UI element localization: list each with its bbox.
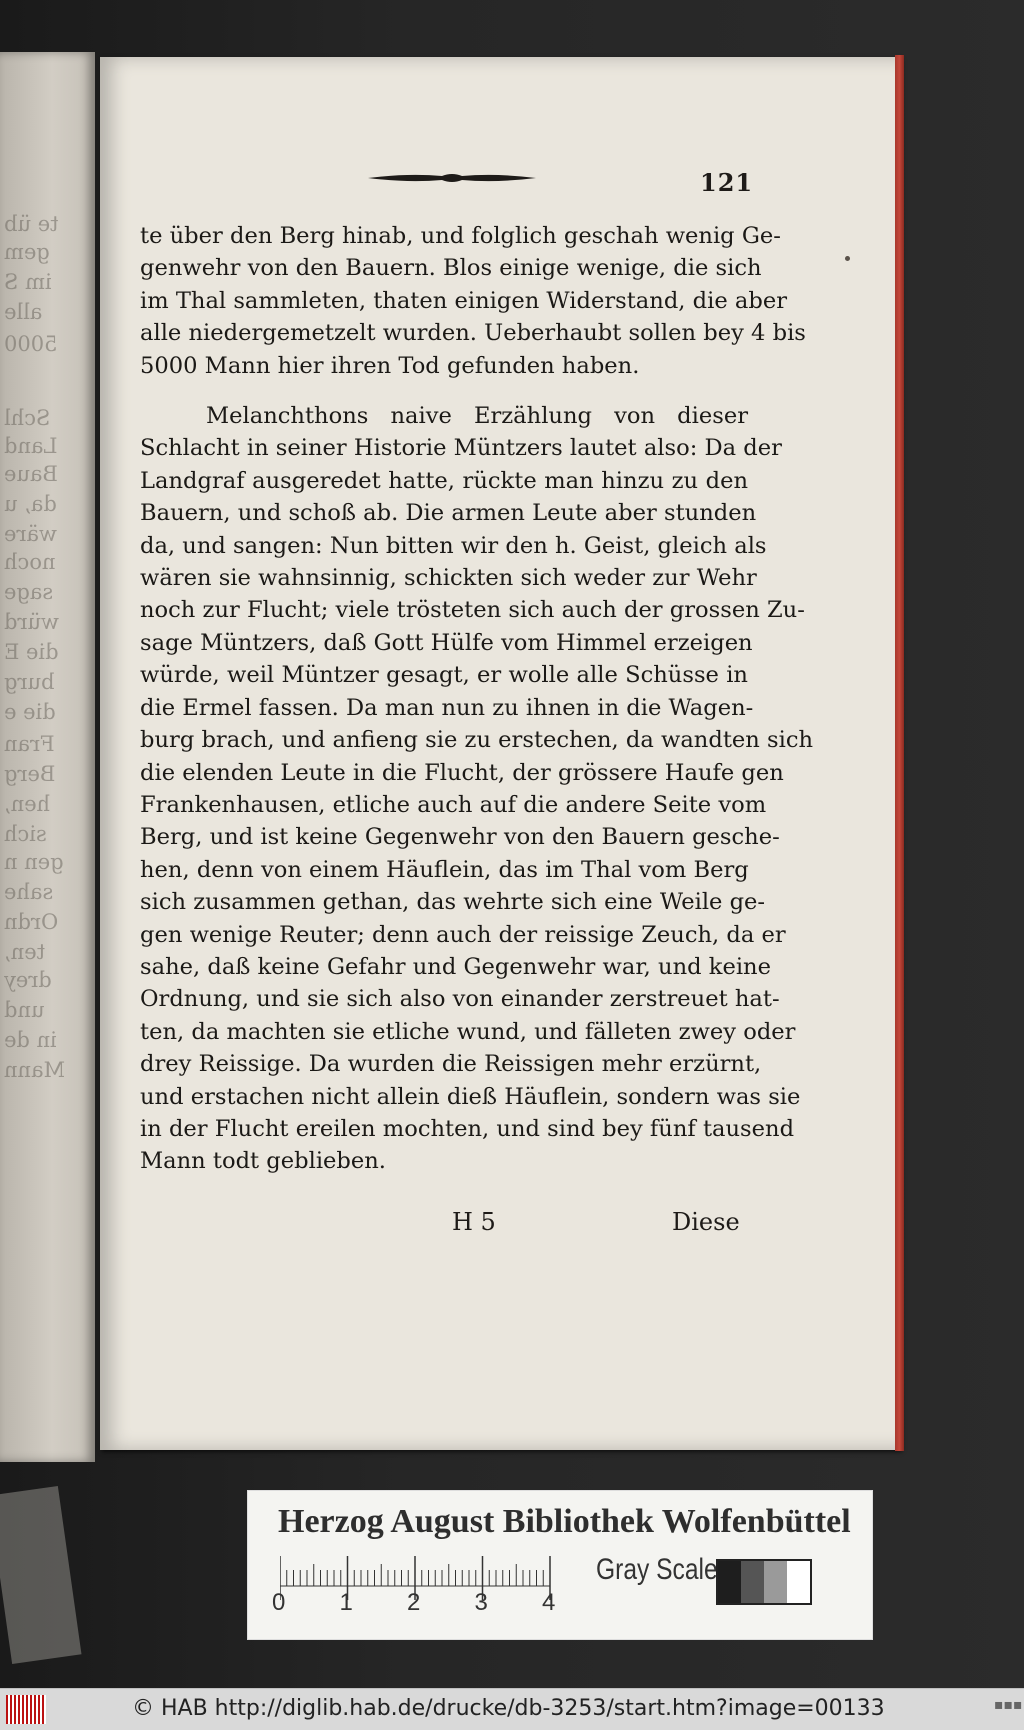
paragraph (140, 400, 814, 1178)
text-line: alle niedergemetzelt wurden. Ueberhaubt sollen bey 4 bis (140, 320, 806, 347)
ruler-number: 4 (542, 1589, 556, 1616)
text-line: Ordnung, und sie sich also von einander zerstreuet hat- (140, 986, 780, 1013)
text-line: im Thal sammleten, thaten einigen Widerstand, die aber (140, 287, 787, 314)
gray-swatch (764, 1561, 787, 1603)
bleed-through-word: im S (4, 270, 52, 294)
bleed-through-word: ten, (4, 940, 46, 964)
bleed-through-word: alle (4, 300, 43, 324)
text-line: Frankenhausen, etliche auch auf die andere Seite vom (140, 791, 767, 818)
bleed-through-word: die E (4, 640, 59, 664)
bleed-through-word: würd (4, 610, 59, 634)
bleed-through-word: sahe (4, 880, 54, 904)
bleed-through-word: die e (4, 700, 56, 724)
bleed-through-word: gen n (4, 850, 64, 874)
ruler-number: 3 (474, 1589, 488, 1616)
text-line: die elenden Leute in die Flucht, der grössere Haufe gen (140, 759, 784, 786)
signature-mark: H 5 (452, 1208, 496, 1236)
bleed-through-word: 5000 (4, 332, 58, 356)
source-footer (0, 1688, 1024, 1730)
text-line: hen, denn von einem Häuflein, das im Thal vom Berg (140, 856, 749, 883)
bleed-through-word: drey (4, 968, 52, 992)
text-line: genwehr von den Bauern. Blos einige wenige, die sich (140, 255, 762, 282)
text-line: Schlacht in seiner Historie Müntzers lautet also: Da der (140, 435, 782, 462)
text-line: und erstachen nicht allein dieß Häuflein, sondern was sie (140, 1083, 801, 1110)
text-line: in der Flucht ereilen mochten, und sind bey fünf tausend (140, 1115, 795, 1142)
gray-swatch (787, 1561, 810, 1603)
gray-swatch (741, 1561, 764, 1603)
text-line: ten, da machten sie etliche wund, und fälleten zwey oder (140, 1018, 796, 1045)
gray-scale-swatches (716, 1559, 812, 1605)
header-ornament (368, 172, 536, 184)
bleed-through-word: Berg (4, 762, 56, 786)
text-line: sahe, daß keine Gefahr und Gegenwehr war, und keine (140, 953, 771, 980)
bleed-through-word: gem (4, 240, 50, 264)
ruler-number: 1 (339, 1589, 353, 1616)
binding-slip (0, 1486, 81, 1664)
bleed-through-word: te üb (4, 212, 59, 236)
text-line: Landgraf ausgeredet hatte, rückte man hinzu zu den (140, 467, 748, 494)
bleed-through-word: in de (4, 1028, 57, 1052)
text-line: 5000 Mann hier ihren Tod gefunden haben. (140, 352, 640, 379)
text-line: wären sie wahnsinnig, schickten sich weder zur Wehr (140, 565, 757, 592)
ruler-number: 0 (272, 1589, 286, 1616)
bleed-through-word: hen, (4, 792, 51, 816)
bleed-through-word: Schl (4, 406, 51, 430)
bleed-through-word: sage (4, 580, 54, 604)
more-icon[interactable]: ▪▪▪ (994, 1697, 1023, 1713)
text-line: noch zur Flucht; viele trösteten sich auch der grossen Zu- (140, 597, 805, 624)
barcode-icon (6, 1695, 46, 1724)
text-line: sage Müntzers, daß Gott Hülfe vom Himmel erzeigen (140, 629, 753, 656)
ruler-number: 2 (407, 1589, 421, 1616)
text-line: gen wenige Reuter; denn auch der reissige Zeuch, da er (140, 921, 786, 948)
gray-swatch (718, 1561, 741, 1603)
bleed-through-word: wäre (4, 522, 57, 546)
bleed-through-word: noch (4, 550, 56, 574)
bleed-through-word: burg (4, 670, 55, 694)
catchword: Diese (672, 1208, 740, 1236)
red-page-edge (895, 55, 904, 1451)
bleed-through-word: und (4, 998, 45, 1022)
paragraph (140, 220, 806, 382)
page-text (140, 220, 814, 1178)
bleed-through-word: sich (4, 822, 47, 846)
source-url[interactable]: © HAB http://diglib.hab.de/drucke/db-3253/start.htm?image=00133 (132, 1696, 885, 1721)
page-number: 121 (700, 168, 754, 197)
text-line: drey Reissige. Da wurden die Reissigen mehr erzürnt, (140, 1051, 762, 1078)
bleed-through-word: Fran (4, 732, 55, 756)
bleed-through-word: Land (4, 434, 58, 458)
text-line: würde, weil Müntzer gesagt, er wolle alle Schüsse in (140, 662, 748, 689)
gray-scale-label: Gray Scale (596, 1553, 718, 1586)
text-line: die Ermel fassen. Da man nun zu ihnen in die Wagen- (140, 694, 754, 721)
measurement-ruler (280, 1556, 580, 1616)
color-scale-card (247, 1490, 873, 1640)
text-line: Mann todt geblieben. (140, 1148, 386, 1175)
text-line: burg brach, und anfieng sie zu erstechen, da wandten sich (140, 727, 814, 754)
bleed-through-word: da, u (4, 492, 57, 516)
bleed-through-word: Mann (4, 1058, 66, 1082)
facing-page-edge (0, 52, 95, 1462)
text-line: Bauern, und schoß ab. Die armen Leute aber stunden (140, 500, 757, 527)
ink-speck (845, 256, 850, 261)
bleed-through-word: Baue (4, 462, 58, 486)
text-line: sich zusammen gethan, das wehrte sich eine Weile ge- (140, 889, 766, 916)
text-line: te über den Berg hinab, und folglich geschah wenig Ge- (140, 223, 781, 249)
library-name: Herzog August Bibliothek Wolfenbüttel (278, 1503, 851, 1540)
text-line: Melanchthons naive Erzählung von dieser (206, 403, 748, 430)
bleed-through-word: Ordn (4, 910, 59, 934)
text-line: Berg, und ist keine Gegenwehr von den Bauern gesche- (140, 824, 780, 851)
text-line: da, und sangen: Nun bitten wir den h. Geist, gleich als (140, 532, 767, 559)
